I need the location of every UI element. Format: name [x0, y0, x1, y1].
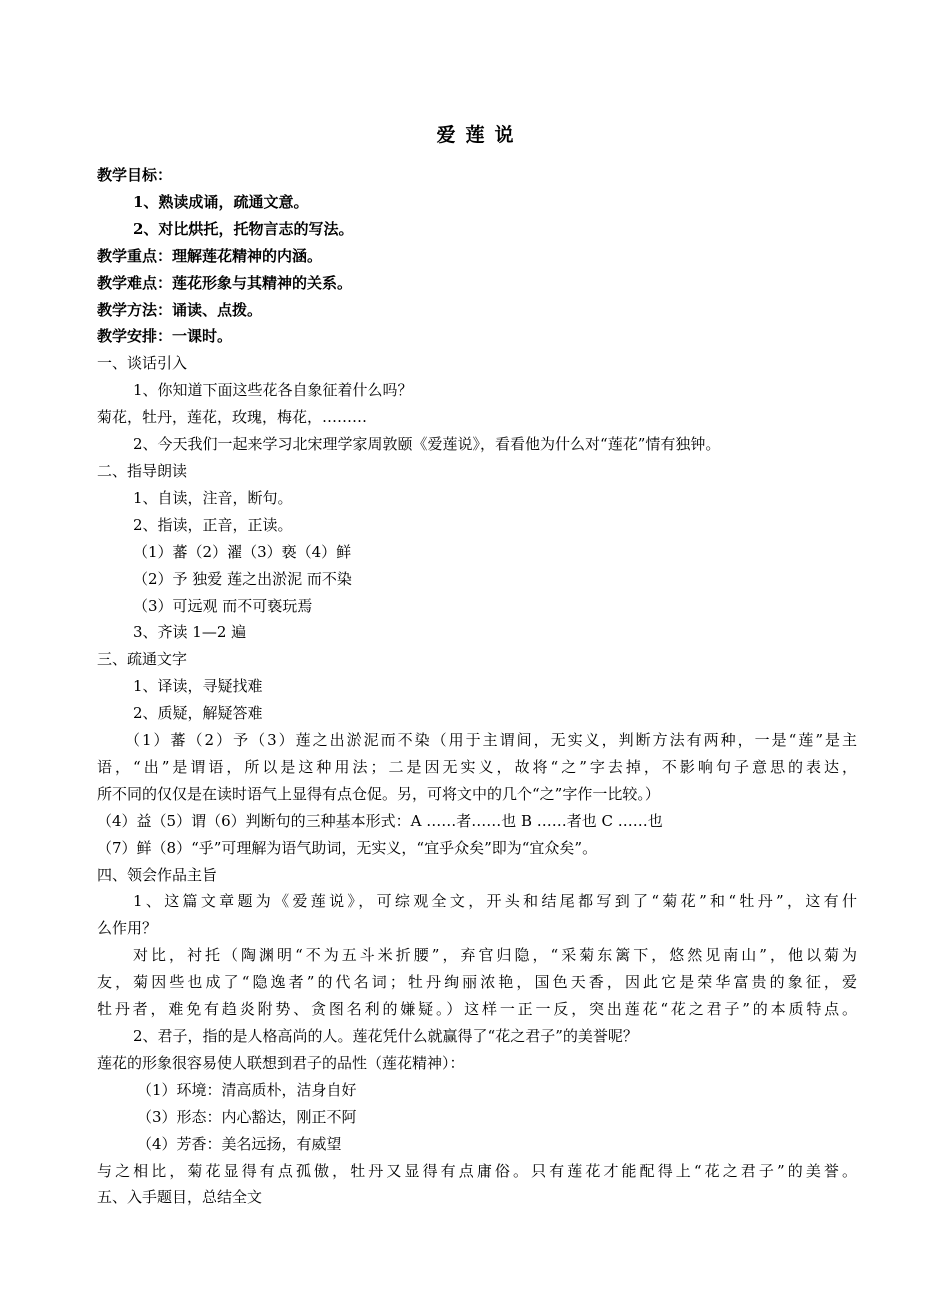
paragraph-line: 2、今天我们一起来学习北宋理学家周敦颐《爱莲说》，看看他为什么对“莲花”情有独钟。 [133, 435, 721, 454]
paragraph-line: 3、齐读 1—2 遍 [133, 623, 247, 642]
paragraph-line: 1、这篇文章题为《爱莲说》，可综观全文，开头和结尾都写到了“菊花”和“牡丹”，这有什 [133, 892, 857, 911]
paragraph-line: 2、指读，正音，正读。 [133, 515, 293, 534]
paragraph-line: 与之相比，菊花显得有点孤傲，牡丹又显得有点庸俗。只有莲花才能配得上“花之君子”的美誉。 [97, 1161, 857, 1180]
document-title: 爱莲说 [436, 124, 524, 146]
paragraph-line: 所不同的仅仅是在读时语气上显得有点仓促。另，可将文中的几个“之”字作一比较。） [97, 784, 660, 803]
paragraph-line: 1、你知道下面这些花各自象征着什么吗？ [133, 381, 413, 400]
teaching-key-point: 教学重点：理解莲花精神的内涵。 [97, 246, 323, 265]
heading-teaching-goals: 教学目标： [97, 166, 173, 184]
paragraph-line: 1、自读，注音，断句。 [133, 488, 293, 507]
goal-item-1: 1、熟读成诵，疏通文意。 [133, 192, 309, 211]
teaching-difficulty: 教学难点：莲花形象与其精神的关系。 [97, 273, 353, 292]
paragraph-line: （1）蕃（2）予（3）莲之出淤泥而不染（用于主谓间，无实义，判断方法有两种，一是“莲”是主 [125, 731, 857, 750]
paragraph-line: （3）可远观 而不可亵玩焉 [133, 596, 313, 615]
paragraph-line: （2）予 独爱 莲之出淤泥 而不染 [133, 569, 352, 588]
section-heading-5: 五、入手题目，总结全文 [97, 1188, 263, 1207]
teaching-schedule: 教学安排：一课时。 [97, 327, 233, 346]
goal-item-2: 2、对比烘托，托物言志的写法。 [133, 219, 354, 238]
paragraph-line: （4）芳香：美名远扬，有威望 [137, 1134, 342, 1153]
paragraph-line: （7）鲜（8）“乎”可理解为语气助词，无实义，“宜乎众矣”即为“宜众矣”。 [97, 838, 598, 857]
section-heading-2: 二、指导朗读 [97, 461, 188, 480]
paragraph-line: 菊花，牡丹，莲花，玫瑰，梅花，……… [97, 408, 368, 427]
paragraph-line: 友，菊因些也成了“隐逸者”的代名词；牡丹绚丽浓艳，国色天香，因此它是荣华富贵的象征，爱 [97, 973, 857, 992]
paragraph-line: 么作用？ [97, 919, 158, 938]
paragraph-line: 莲花的形象很容易使人联想到君子的品性（莲花精神）： [97, 1053, 465, 1072]
document-body [97, 162, 857, 1211]
paragraph-line: （1）蕃（2）濯（3）亵（4）鲜 [133, 542, 352, 561]
paragraph-line: 1、译读，寻疑找难 [133, 677, 263, 696]
teaching-method: 教学方法：诵读、点拨。 [97, 300, 263, 319]
paragraph-line: 牡丹者，难免有趋炎附势、贪图名利的嫌疑。）这样一正一反，突出莲花“花之君子”的本质特点。 [97, 1000, 857, 1019]
paragraph-line: （1）环境：清高质朴，洁身自好 [137, 1080, 357, 1099]
section-heading-1: 一、谈话引入 [97, 354, 188, 373]
paragraph-line: 语，“出”是谓语，所以是这种用法；二是因无实义，故将“之”字去掉，不影响句子意思的表达， [97, 757, 857, 776]
section-heading-4: 四、领会作品主旨 [97, 865, 218, 884]
paragraph-line: 对比，衬托（陶渊明“不为五斗米折腰”，弃官归隐，“采菊东篱下，悠然见南山”，他以菊为 [133, 946, 857, 965]
paragraph-line: 2、君子，指的是人格高尚的人。莲花凭什么就赢得了“花之君子”的美誉呢？ [133, 1027, 638, 1045]
paragraph-line: 2、质疑，解疑答难 [133, 704, 263, 723]
paragraph-line: （4）益（5）谓（6）判断句的三种基本形式：A ……者……也 B ……者也 C ……也 [97, 811, 663, 830]
paragraph-line: （3）形态：内心豁达，刚正不阿 [137, 1107, 357, 1126]
section-heading-3: 三、疏通文字 [97, 650, 188, 669]
